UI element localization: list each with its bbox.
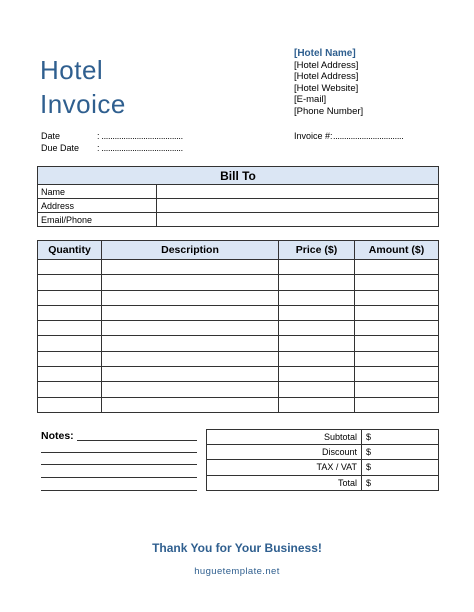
item-description-cell[interactable] xyxy=(102,397,279,412)
footer-site: huguetemplate.net xyxy=(194,566,280,577)
item-price-cell[interactable] xyxy=(279,275,355,290)
item-quantity-cell[interactable] xyxy=(38,351,102,366)
item-amount-cell[interactable] xyxy=(355,336,439,351)
item-price-cell[interactable] xyxy=(279,397,355,412)
item-amount-cell[interactable] xyxy=(355,260,439,275)
bill-to-heading: Bill To xyxy=(38,167,439,185)
date-field[interactable]: : ..................................... xyxy=(97,131,183,141)
item-price-cell[interactable] xyxy=(279,351,355,366)
notes-line[interactable] xyxy=(77,440,197,441)
item-amount-cell[interactable] xyxy=(355,397,439,412)
item-quantity-cell[interactable] xyxy=(38,275,102,290)
item-quantity-cell[interactable] xyxy=(38,367,102,382)
tax-label: TAX / VAT xyxy=(207,460,362,475)
item-row xyxy=(38,275,439,290)
due-date-field[interactable]: : ..................................... xyxy=(97,143,183,153)
hotel-name[interactable]: [Hotel Name] xyxy=(294,48,356,59)
item-description-cell[interactable] xyxy=(102,275,279,290)
item-amount-cell[interactable] xyxy=(355,321,439,336)
col-description: Description xyxy=(102,241,279,260)
hotel-info xyxy=(294,48,363,118)
invoice-number-label: Invoice #: xyxy=(294,131,333,141)
title-hotel: Hotel xyxy=(40,55,104,85)
discount-value[interactable]: $ xyxy=(362,445,439,460)
notes-line[interactable] xyxy=(41,477,197,478)
item-description-cell[interactable] xyxy=(102,321,279,336)
notes-line[interactable] xyxy=(41,452,197,453)
item-description-cell[interactable] xyxy=(102,290,279,305)
hotel-email[interactable]: [E-mail] xyxy=(294,94,327,106)
item-amount-cell[interactable] xyxy=(355,367,439,382)
item-description-cell[interactable] xyxy=(102,260,279,275)
hotel-phone[interactable]: [Phone Number] xyxy=(294,105,364,117)
items-table xyxy=(37,240,439,413)
bill-to-address-label: Address xyxy=(38,199,157,213)
item-price-cell[interactable] xyxy=(279,305,355,320)
item-amount-cell[interactable] xyxy=(355,382,439,397)
bill-to-address-field[interactable] xyxy=(157,199,439,213)
subtotal-value[interactable]: $ xyxy=(362,430,439,445)
item-amount-cell[interactable] xyxy=(355,290,439,305)
item-quantity-cell[interactable] xyxy=(38,382,102,397)
item-row xyxy=(38,397,439,412)
item-price-cell[interactable] xyxy=(279,336,355,351)
item-price-cell[interactable] xyxy=(279,367,355,382)
item-description-cell[interactable] xyxy=(102,351,279,366)
item-amount-cell[interactable] xyxy=(355,305,439,320)
item-price-cell[interactable] xyxy=(279,260,355,275)
item-price-cell[interactable] xyxy=(279,382,355,397)
hotel-address-2[interactable]: [Hotel Address] xyxy=(294,71,359,83)
item-quantity-cell[interactable] xyxy=(38,336,102,351)
thank-you-message: Thank You for Your Business! xyxy=(152,541,322,555)
item-row xyxy=(38,367,439,382)
item-row xyxy=(38,305,439,320)
item-description-cell[interactable] xyxy=(102,305,279,320)
item-description-cell[interactable] xyxy=(102,367,279,382)
col-amount: Amount ($) xyxy=(355,241,439,260)
title-invoice: Invoice xyxy=(40,89,126,119)
item-quantity-cell[interactable] xyxy=(38,305,102,320)
item-quantity-cell[interactable] xyxy=(38,397,102,412)
subtotal-label: Subtotal xyxy=(207,430,362,445)
item-row xyxy=(38,336,439,351)
col-quantity: Quantity xyxy=(38,241,102,260)
invoice-number-field[interactable]: ................................ xyxy=(333,131,404,141)
bill-to-name-field[interactable] xyxy=(157,185,439,199)
item-amount-cell[interactable] xyxy=(355,275,439,290)
bill-to-email-field[interactable] xyxy=(157,213,439,227)
tax-value[interactable]: $ xyxy=(362,460,439,475)
notes-line[interactable] xyxy=(41,464,197,465)
item-amount-cell[interactable] xyxy=(355,351,439,366)
item-quantity-cell[interactable] xyxy=(38,321,102,336)
discount-label: Discount xyxy=(207,445,362,460)
item-quantity-cell[interactable] xyxy=(38,260,102,275)
total-label: Total xyxy=(207,475,362,490)
notes-label: Notes: xyxy=(41,430,74,442)
bill-to-name-label: Name xyxy=(38,185,157,199)
due-date-label: Due Date xyxy=(41,143,80,153)
item-row xyxy=(38,260,439,275)
item-description-cell[interactable] xyxy=(102,336,279,351)
hotel-address-1[interactable]: [Hotel Address] xyxy=(294,59,359,71)
date-label: Date xyxy=(41,131,61,141)
item-row xyxy=(38,382,439,397)
item-row xyxy=(38,321,439,336)
item-price-cell[interactable] xyxy=(279,290,355,305)
hotel-website[interactable]: [Hotel Website] xyxy=(294,82,359,94)
item-row xyxy=(38,290,439,305)
notes-line[interactable] xyxy=(41,490,197,491)
item-price-cell[interactable] xyxy=(279,321,355,336)
col-price: Price ($) xyxy=(279,241,355,260)
total-value[interactable]: $ xyxy=(362,475,439,490)
bill-to-table xyxy=(37,166,439,227)
bill-to-email-label: Email/Phone xyxy=(38,213,157,227)
item-description-cell[interactable] xyxy=(102,382,279,397)
item-row xyxy=(38,351,439,366)
item-quantity-cell[interactable] xyxy=(38,290,102,305)
totals-table xyxy=(206,429,439,491)
